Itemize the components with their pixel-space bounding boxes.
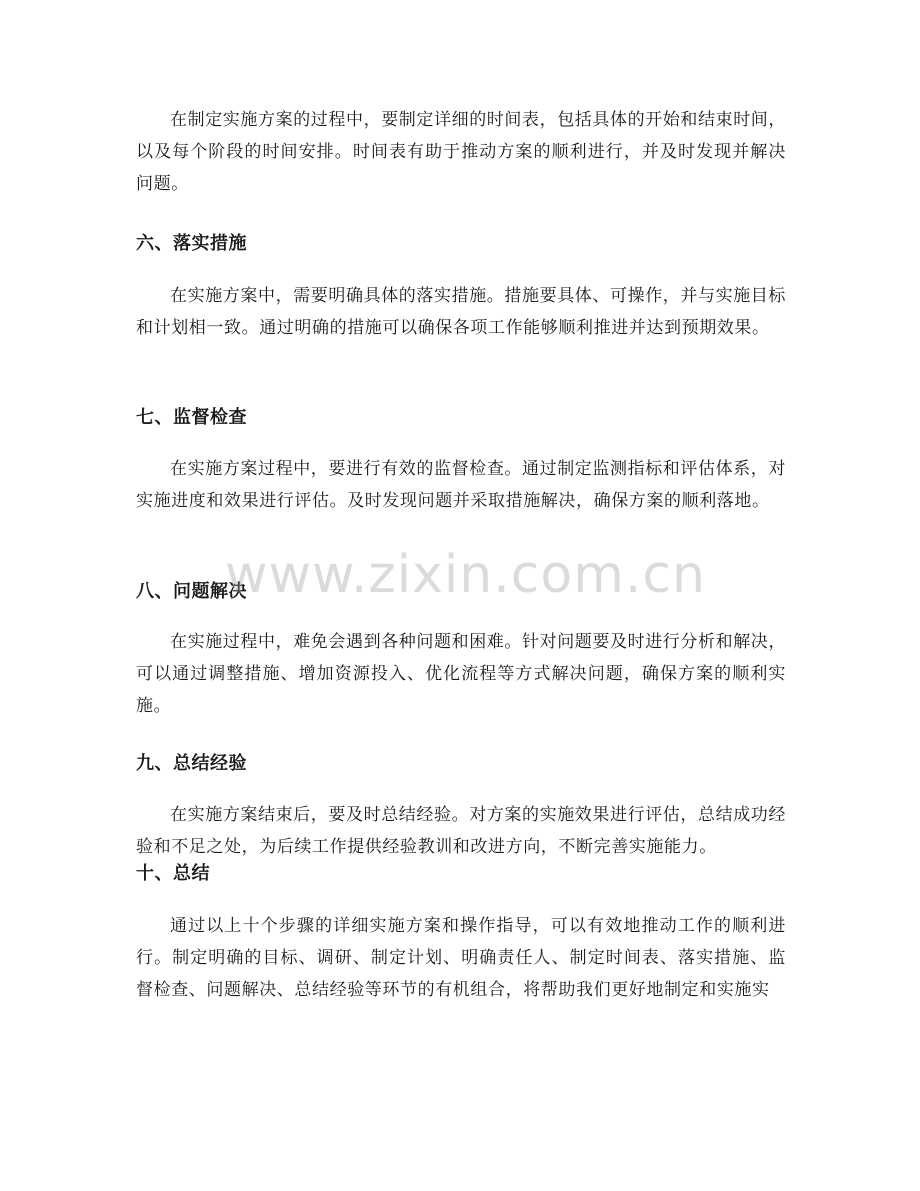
paragraph-summary: 通过以上十个步骤的详细实施方案和操作指导，可以有效地推动工作的顺利进行。制定明确的目标、调研、制定计划、明确责任人、制定时间表、落实措施、监督检查、问题解决、总结经验等环节的有机组合，将帮助我们更好地制定和实施实 (136, 916, 786, 1000)
paragraph-measures: 在实施方案中，需要明确具体的落实措施。措施要具体、可操作，并与实施目标和计划相一致。通过明确的措施可以确保各项工作能够顺利推进并达到预期效果。 (136, 286, 786, 338)
heading-section-6: 六、落实措施 (136, 233, 247, 254)
heading-section-9: 九、总结经验 (136, 753, 247, 774)
paragraph-supervision: 在实施方案过程中，要进行有效的监督检查。通过制定监测指标和评估体系，对实施进度和效果进行评估。及时发现问题并采取措施解决，确保方案的顺利落地。 (136, 459, 786, 511)
paragraph-experience: 在实施方案结束后，要及时总结经验。对方案的实施效果进行评估，总结成功经验和不足之处，为后续工作提供经验教训和改进方向，不断完善实施能力。 (136, 805, 786, 857)
heading-section-8: 八、问题解决 (136, 581, 247, 602)
heading-section-7: 七、监督检查 (136, 407, 247, 428)
paragraph-timeline: 在制定实施方案的过程中，要制定详细的时间表，包括具体的开始和结束时间，以及每个阶段的时间安排。时间表有助于推动方案的顺利进行，并及时发现并解决问题。 (136, 110, 786, 194)
watermark: www.zixin.com.cn (225, 545, 706, 605)
heading-section-10: 十、总结 (136, 863, 210, 884)
paragraph-problems: 在实施过程中，难免会遇到各种问题和困难。针对问题要及时进行分析和解决，可以通过调整措施、增加资源投入、优化流程等方式解决问题，确保方案的顺利实施。 (136, 632, 786, 716)
